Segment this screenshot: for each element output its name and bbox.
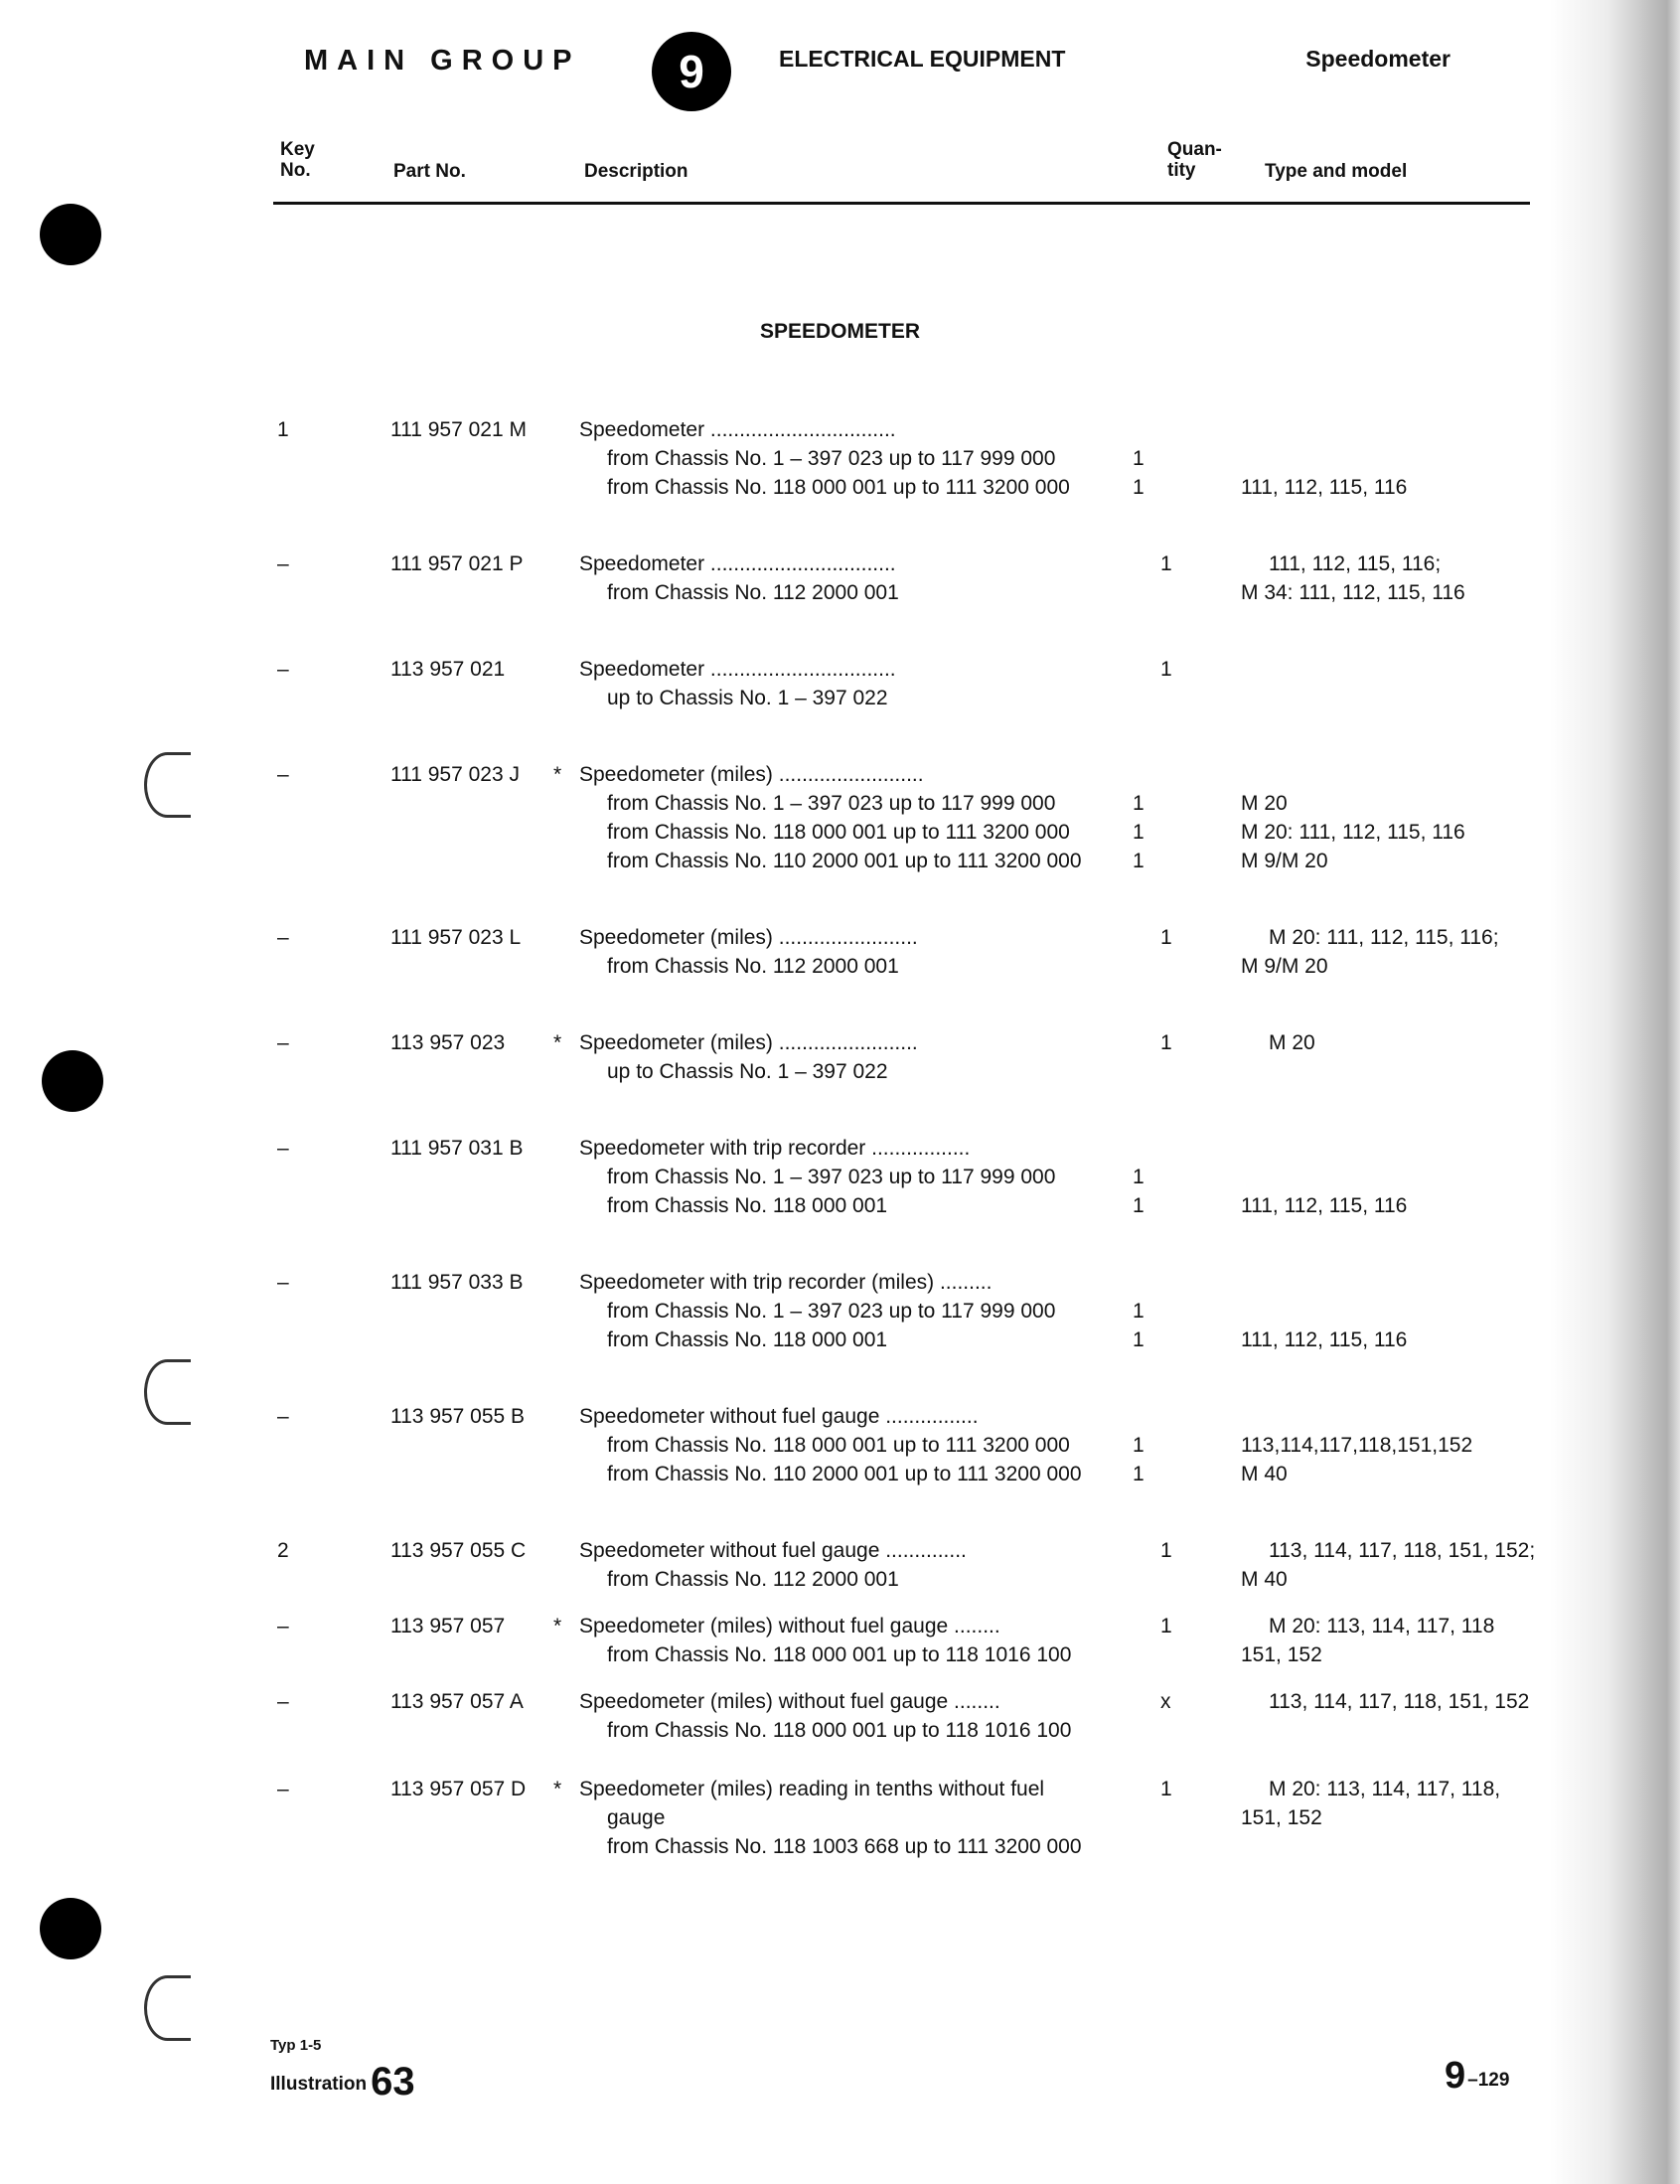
description-line: [579, 1297, 1150, 1326]
punch-hole-bottom: [40, 1898, 101, 1959]
column-header-key-no: Key No.: [280, 139, 315, 181]
description-text: from Chassis No. 110 2000 001 up to 111 3200 000: [607, 1463, 1082, 1485]
parts-entry: [273, 1134, 1550, 1220]
section-subject-title: Speedometer: [1305, 46, 1451, 72]
type-model-value: M 20: 111, 112, 115, 116;: [1269, 926, 1499, 949]
type-model-value: M 20: 113, 114, 117, 118: [1269, 1615, 1495, 1638]
punch-hole-top: [40, 204, 101, 265]
part-number: 111 957 021 M: [390, 418, 527, 441]
column-header-quantity: Quan- tity: [1167, 139, 1222, 181]
description-text: Speedometer ................................: [579, 552, 896, 575]
type-model-value: M 20: [1241, 792, 1288, 815]
quantity-value: 1: [1160, 552, 1172, 575]
description-text: Speedometer without fuel gauge ..............: [579, 1539, 967, 1562]
type-model-value: M 9/M 20: [1241, 955, 1328, 978]
description-line: [579, 1716, 1150, 1745]
type-model-value: 113,114,117,118,151,152: [1241, 1434, 1473, 1457]
main-group-label: MAIN GROUP: [304, 45, 581, 77]
description-line: [579, 923, 1499, 952]
description-line: [579, 789, 1288, 818]
key-number: 1: [277, 418, 289, 441]
parts-entry: [273, 1612, 1550, 1669]
description-line: [579, 1402, 1150, 1431]
key-number: 2: [277, 1539, 289, 1562]
description-text: from Chassis No. 1 – 397 023 up to 117 999 000: [607, 447, 1056, 470]
type-model-value: M 40: [1241, 1568, 1288, 1591]
description-text: Speedometer (miles) reading in tenths without fuel: [579, 1778, 1045, 1800]
footer-illustration: [270, 2060, 415, 2105]
description-text: Speedometer (miles) without fuel gauge ........: [579, 1690, 1000, 1713]
quantity-value: 1: [1133, 1194, 1145, 1217]
description-text: Speedometer ................................: [579, 658, 896, 681]
parts-list: [273, 415, 1550, 1861]
type-model-value: M 40: [1241, 1463, 1288, 1485]
description-line: [579, 1057, 1150, 1086]
description-line: [579, 1803, 1322, 1832]
section-category-title: ELECTRICAL EQUIPMENT: [779, 46, 1066, 72]
part-number: 111 957 023 J: [390, 763, 520, 786]
illustration-label: Illustration: [270, 2074, 368, 2095]
description-line: [579, 760, 1150, 789]
key-number: –: [277, 1271, 289, 1294]
description-text: from Chassis No. 1 – 397 023 up to 117 999 000: [607, 1166, 1056, 1188]
description-text: up to Chassis No. 1 – 397 022: [607, 687, 888, 709]
parts-entry: [273, 415, 1550, 502]
description-text: from Chassis No. 118 000 001 up to 118 1016 100: [607, 1643, 1072, 1666]
group-number-badge: 9: [652, 32, 731, 111]
section-title-text: SPEEDOMETER: [759, 320, 921, 343]
part-number: 113 957 057: [390, 1615, 506, 1638]
description-line: [579, 1832, 1150, 1861]
key-number: –: [277, 1778, 289, 1800]
type-model-value: 151, 152: [1241, 1643, 1322, 1666]
description-line: [579, 578, 1465, 607]
footer-left: [270, 2037, 415, 2105]
description-line: [579, 1028, 1315, 1057]
description-text: Speedometer without fuel gauge ................: [579, 1405, 979, 1428]
column-header-description: Description: [584, 161, 688, 182]
asterisk-marker: *: [553, 1615, 562, 1638]
footer-type-label: Typ 1-5: [270, 2037, 322, 2054]
description-line: [579, 1163, 1150, 1191]
part-number: 113 957 057 A: [390, 1690, 524, 1713]
description-text: from Chassis No. 1 – 397 023 up to 117 999 000: [607, 1300, 1056, 1323]
type-model-value: 113, 114, 117, 118, 151, 152;: [1269, 1539, 1536, 1562]
description-text: from Chassis No. 118 1003 668 up to 111 3200 000: [607, 1835, 1082, 1858]
type-model-value: 111, 112, 115, 116;: [1269, 552, 1442, 575]
part-number: 113 957 057 D: [390, 1778, 527, 1800]
description-line: [579, 549, 1442, 578]
part-number: 113 957 055 B: [390, 1405, 526, 1428]
asterisk-marker: *: [553, 1031, 562, 1054]
quantity-value: 1: [1133, 792, 1145, 815]
description-text: from Chassis No. 112 2000 001: [607, 955, 899, 978]
part-number: 111 957 033 B: [390, 1271, 524, 1294]
description-text: from Chassis No. 112 2000 001: [607, 1568, 899, 1591]
description-text: Speedometer (miles) ........................: [579, 926, 918, 949]
binder-ring-mark: [144, 1975, 191, 2041]
description-text: from Chassis No. 118 000 001 up to 111 3200 000: [607, 1434, 1070, 1457]
page-number: [1445, 2055, 1509, 2098]
description-line: [579, 818, 1465, 847]
key-number: –: [277, 1405, 289, 1428]
description-text: from Chassis No. 110 2000 001 up to 111 3200 000: [607, 850, 1082, 872]
key-number: –: [277, 552, 289, 575]
description-line: [579, 1536, 1536, 1565]
quantity-value: 1: [1160, 1031, 1172, 1054]
description-text: from Chassis No. 118 000 001: [607, 1328, 888, 1351]
description-line: [579, 847, 1328, 875]
page-number-sub: –129: [1467, 2070, 1510, 2091]
key-number: –: [277, 763, 289, 786]
key-number: –: [277, 926, 289, 949]
type-model-value: M 9/M 20: [1241, 850, 1328, 872]
description-text: from Chassis No. 118 000 001 up to 111 3200 000: [607, 821, 1070, 844]
part-number: 113 957 023: [390, 1031, 506, 1054]
part-number: 113 957 055 C: [390, 1539, 527, 1562]
parts-entry: [273, 1536, 1550, 1594]
description-text: Speedometer (miles) .........................: [579, 763, 924, 786]
description-text: from Chassis No. 1 – 397 023 up to 117 999 000: [607, 792, 1056, 815]
parts-entry: [273, 1775, 1550, 1861]
type-model-value: 111, 112, 115, 116: [1241, 476, 1408, 499]
page-number-main: 9: [1445, 2055, 1466, 2097]
quantity-value: 1: [1133, 1434, 1145, 1457]
description-line: [579, 655, 1172, 684]
quantity-value: 1: [1133, 447, 1145, 470]
quantity-value: 1: [1160, 658, 1172, 681]
part-number: 111 957 031 B: [390, 1137, 524, 1160]
header-rule: [273, 202, 1530, 205]
description-text: gauge: [607, 1806, 666, 1829]
description-line: [579, 1640, 1322, 1669]
quantity-value: 1: [1133, 1463, 1145, 1485]
parts-entry: [273, 1028, 1550, 1086]
punch-hole-middle: [42, 1050, 103, 1112]
type-model-value: M 34: 111, 112, 115, 116: [1241, 581, 1465, 604]
description-line: [579, 473, 1408, 502]
parts-entry: [273, 549, 1550, 607]
description-text: Speedometer with trip recorder .................: [579, 1137, 971, 1160]
description-text: from Chassis No. 118 000 001: [607, 1194, 888, 1217]
parts-entry: [273, 655, 1550, 712]
type-model-value: 151, 152: [1241, 1806, 1322, 1829]
description-line: [579, 1326, 1408, 1354]
description-text: up to Chassis No. 1 – 397 022: [607, 1060, 888, 1083]
description-line: [579, 1134, 1150, 1163]
quantity-value: 1: [1160, 1778, 1172, 1800]
binder-ring-mark: [144, 1359, 191, 1425]
description-line: [579, 1191, 1408, 1220]
description-text: from Chassis No. 118 000 001 up to 118 1016 100: [607, 1719, 1072, 1742]
quantity-value: 1: [1160, 1615, 1172, 1638]
description-text: Speedometer (miles) ........................: [579, 1031, 918, 1054]
asterisk-marker: *: [553, 763, 562, 786]
description-text: from Chassis No. 112 2000 001: [607, 581, 899, 604]
quantity-value: 1: [1133, 850, 1145, 872]
asterisk-marker: *: [553, 1778, 562, 1800]
quantity-value: 1: [1133, 1166, 1145, 1188]
quantity-value: 1: [1160, 1539, 1172, 1562]
description-line: [579, 952, 1328, 981]
description-line: [579, 1612, 1495, 1640]
parts-entry: [273, 760, 1550, 875]
key-number: –: [277, 1615, 289, 1638]
description-text: from Chassis No. 118 000 001 up to 111 3200 000: [607, 476, 1070, 499]
description-text: Speedometer (miles) without fuel gauge ........: [579, 1615, 1000, 1638]
quantity-value: 1: [1160, 926, 1172, 949]
parts-entry: [273, 1402, 1550, 1488]
illustration-number: 63: [371, 2060, 415, 2104]
description-line: [579, 1431, 1473, 1460]
description-text: Speedometer with trip recorder (miles) .........: [579, 1271, 993, 1294]
type-model-value: M 20: 113, 114, 117, 118,: [1269, 1778, 1501, 1800]
quantity-value: 1: [1133, 821, 1145, 844]
type-model-value: M 20: 111, 112, 115, 116: [1241, 821, 1465, 844]
description-line: [579, 1268, 1150, 1297]
part-number: 113 957 021: [390, 658, 506, 681]
column-header-type-model: Type and model: [1265, 161, 1408, 182]
type-model-value: M 20: [1269, 1031, 1315, 1054]
section-title: [0, 320, 1680, 344]
quantity-value: x: [1160, 1690, 1171, 1713]
quantity-value: 1: [1133, 1328, 1145, 1351]
part-number: 111 957 021 P: [390, 552, 524, 575]
part-number: 111 957 023 L: [390, 926, 522, 949]
key-number: –: [277, 658, 289, 681]
key-number: –: [277, 1137, 289, 1160]
description-line: [579, 1460, 1288, 1488]
column-headers: [273, 137, 1530, 203]
parts-entry: [273, 1268, 1550, 1354]
parts-entry: [273, 923, 1550, 981]
key-number: –: [277, 1031, 289, 1054]
parts-entry: [273, 1687, 1550, 1745]
type-model-value: 111, 112, 115, 116: [1241, 1328, 1408, 1351]
binder-ring-mark: [144, 752, 191, 818]
type-model-value: 113, 114, 117, 118, 151, 152: [1269, 1690, 1530, 1713]
description-line: [579, 1775, 1501, 1803]
column-header-part-no: Part No.: [393, 161, 466, 182]
description-line: [579, 1687, 1530, 1716]
description-line: [579, 415, 1150, 444]
page-header: [304, 40, 1546, 99]
description-line: [579, 1565, 1288, 1594]
description-text: Speedometer ................................: [579, 418, 896, 441]
description-line: [579, 684, 1150, 712]
quantity-value: 1: [1133, 1300, 1145, 1323]
type-model-value: 111, 112, 115, 116: [1241, 1194, 1408, 1217]
key-number: –: [277, 1690, 289, 1713]
description-line: [579, 444, 1150, 473]
quantity-value: 1: [1133, 476, 1145, 499]
